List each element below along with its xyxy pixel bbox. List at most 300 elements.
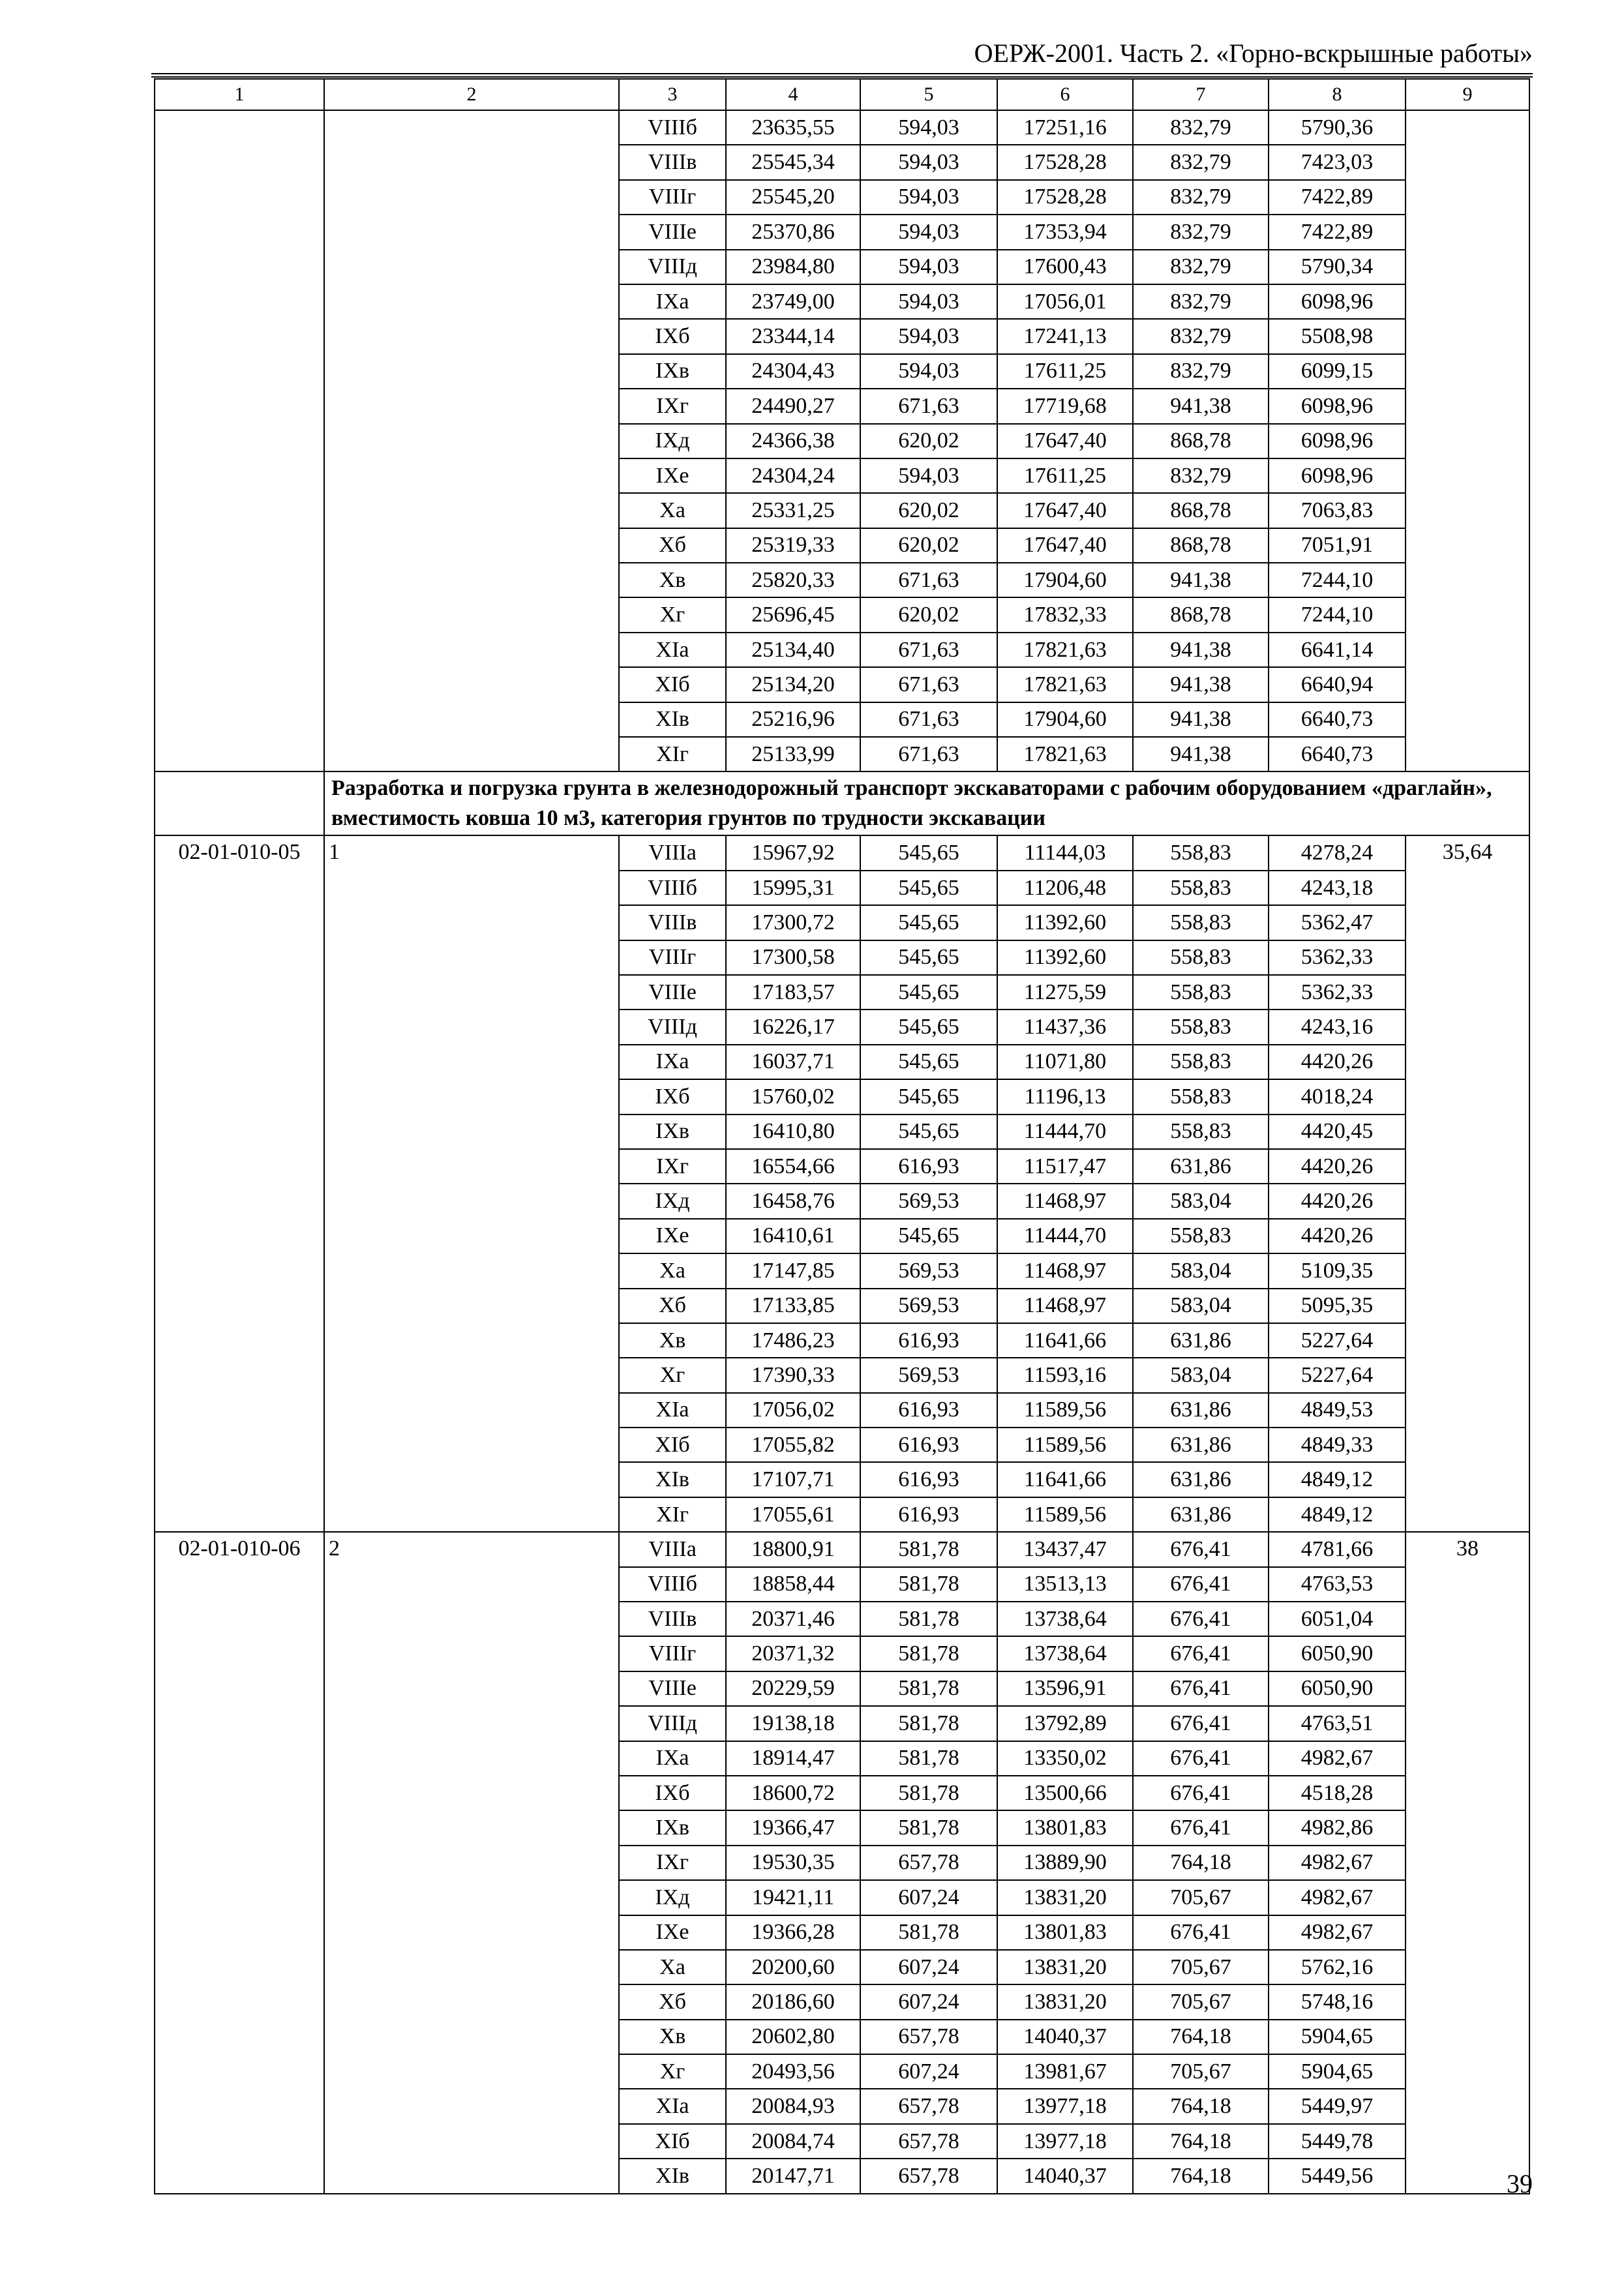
section-spacer bbox=[155, 771, 324, 835]
machine-cost-cell: 11392,60 bbox=[997, 905, 1133, 940]
labor-cost-cell: 594,03 bbox=[860, 250, 997, 284]
total-cost-cell: 20084,93 bbox=[726, 2089, 860, 2123]
labor-cost-cell: 545,65 bbox=[860, 940, 997, 975]
operator-wage-cell: 941,38 bbox=[1133, 667, 1269, 702]
labor-cost-cell: 581,78 bbox=[860, 1602, 997, 1636]
machine-cost-cell: 11144,03 bbox=[997, 835, 1133, 870]
materials-cost-cell: 4849,33 bbox=[1269, 1428, 1406, 1462]
labor-cost-cell: 581,78 bbox=[860, 1915, 997, 1950]
operator-wage-cell: 705,67 bbox=[1133, 1984, 1269, 2019]
operator-wage-cell: 764,18 bbox=[1133, 2020, 1269, 2054]
total-cost-cell: 24304,24 bbox=[726, 458, 860, 493]
machine-cost-cell: 13977,18 bbox=[997, 2089, 1133, 2123]
price-table bbox=[154, 78, 1530, 2194]
soil-category-cell: IXе bbox=[619, 1915, 726, 1950]
soil-category-cell: IXа bbox=[619, 284, 726, 319]
operator-wage-cell: 832,79 bbox=[1133, 354, 1269, 389]
materials-cost-cell: 6050,90 bbox=[1269, 1671, 1406, 1706]
operator-wage-cell: 583,04 bbox=[1133, 1184, 1269, 1218]
operator-wage-cell: 558,83 bbox=[1133, 871, 1269, 905]
machine-cost-cell: 13831,20 bbox=[997, 1880, 1133, 1915]
machine-cost-cell: 11641,66 bbox=[997, 1323, 1133, 1358]
labor-cost-cell: 569,53 bbox=[860, 1253, 997, 1288]
materials-cost-cell: 6051,04 bbox=[1269, 1602, 1406, 1636]
machine-cost-cell: 13981,67 bbox=[997, 2054, 1133, 2089]
materials-cost-cell: 4420,26 bbox=[1269, 1184, 1406, 1218]
labor-cost-cell: 594,03 bbox=[860, 354, 997, 389]
running-header: ОЕРЖ-2001. Часть 2. «Горно-вскрышные работы» bbox=[974, 38, 1533, 68]
machine-cost-cell: 17821,63 bbox=[997, 737, 1133, 771]
labor-cost-cell: 581,78 bbox=[860, 1567, 997, 1602]
column-number: 6 bbox=[997, 79, 1133, 110]
soil-category-cell: IXв bbox=[619, 1115, 726, 1149]
section-title: Разработка и погрузка грунта в железнодорожный транспорт экскаваторами с рабочим оборудованием «драглайн», вместимость ковша 10 м3, категория грунтов по трудности экскавации bbox=[324, 771, 1529, 835]
labor-cost-cell: 594,03 bbox=[860, 215, 997, 249]
soil-category-cell: Xб bbox=[619, 528, 726, 563]
machine-cost-cell: 11206,48 bbox=[997, 871, 1133, 905]
labor-cost-cell: 607,24 bbox=[860, 2054, 997, 2089]
materials-cost-cell: 7063,83 bbox=[1269, 493, 1406, 528]
labor-cost-cell: 581,78 bbox=[860, 1532, 997, 1566]
machine-cost-cell: 11589,56 bbox=[997, 1428, 1133, 1462]
soil-category-cell: XIб bbox=[619, 1428, 726, 1462]
machine-cost-cell: 13596,91 bbox=[997, 1671, 1133, 1706]
labor-cost-cell: 569,53 bbox=[860, 1358, 997, 1392]
machine-cost-cell: 17251,16 bbox=[997, 110, 1133, 145]
soil-category-cell: IXд bbox=[619, 1880, 726, 1915]
column-number: 1 bbox=[155, 79, 324, 110]
soil-category-cell: VIIIв bbox=[619, 1602, 726, 1636]
materials-cost-cell: 4518,28 bbox=[1269, 1776, 1406, 1810]
machine-cost-cell: 13738,64 bbox=[997, 1602, 1133, 1636]
total-cost-cell: 19366,47 bbox=[726, 1810, 860, 1845]
operator-wage-cell: 941,38 bbox=[1133, 737, 1269, 771]
operator-wage-cell: 558,83 bbox=[1133, 905, 1269, 940]
labor-cost-cell: 616,93 bbox=[860, 1149, 997, 1184]
materials-cost-cell: 7244,10 bbox=[1269, 563, 1406, 597]
labor-cost-cell: 545,65 bbox=[860, 1115, 997, 1149]
labor-cost-cell: 569,53 bbox=[860, 1289, 997, 1323]
operator-wage-cell: 558,83 bbox=[1133, 1010, 1269, 1044]
labor-cost-cell: 594,03 bbox=[860, 180, 997, 215]
soil-category-cell: VIIIг bbox=[619, 940, 726, 975]
machine-cost-cell: 11589,56 bbox=[997, 1393, 1133, 1428]
operator-wage-cell: 558,83 bbox=[1133, 835, 1269, 870]
total-cost-cell: 25134,20 bbox=[726, 667, 860, 702]
total-cost-cell: 17133,85 bbox=[726, 1289, 860, 1323]
materials-cost-cell: 5790,36 bbox=[1269, 110, 1406, 145]
soil-category-cell: IXа bbox=[619, 1741, 726, 1776]
operator-wage-cell: 631,86 bbox=[1133, 1428, 1269, 1462]
machine-cost-cell: 17821,63 bbox=[997, 667, 1133, 702]
operator-wage-cell: 676,41 bbox=[1133, 1810, 1269, 1845]
materials-cost-cell: 4420,26 bbox=[1269, 1149, 1406, 1184]
machine-cost-cell: 17241,13 bbox=[997, 319, 1133, 353]
description-cell bbox=[324, 110, 619, 771]
operator-wage-cell: 941,38 bbox=[1133, 563, 1269, 597]
column-number-row bbox=[155, 79, 1529, 110]
operator-wage-cell: 558,83 bbox=[1133, 975, 1269, 1010]
column-number: 7 bbox=[1133, 79, 1269, 110]
labor-cost-cell: 607,24 bbox=[860, 1950, 997, 1984]
table-row bbox=[155, 110, 1529, 145]
soil-category-cell: VIIIа bbox=[619, 1532, 726, 1566]
operator-wage-cell: 705,67 bbox=[1133, 1880, 1269, 1915]
soil-category-cell: IXг bbox=[619, 1149, 726, 1184]
total-cost-cell: 16554,66 bbox=[726, 1149, 860, 1184]
total-cost-cell: 17486,23 bbox=[726, 1323, 860, 1358]
operator-wage-cell: 676,41 bbox=[1133, 1671, 1269, 1706]
labor-cost-cell: 569,53 bbox=[860, 1184, 997, 1218]
total-cost-cell: 18858,44 bbox=[726, 1567, 860, 1602]
soil-category-cell: XIв bbox=[619, 2159, 726, 2193]
soil-category-cell: IXд bbox=[619, 424, 726, 458]
column-number: 4 bbox=[726, 79, 860, 110]
soil-category-cell: VIIIе bbox=[619, 215, 726, 249]
materials-cost-cell: 6641,14 bbox=[1269, 633, 1406, 667]
soil-category-cell: Xб bbox=[619, 1984, 726, 2019]
labor-cost-cell: 545,65 bbox=[860, 905, 997, 940]
materials-cost-cell: 4420,45 bbox=[1269, 1115, 1406, 1149]
total-cost-cell: 20602,80 bbox=[726, 2020, 860, 2054]
materials-cost-cell: 5904,65 bbox=[1269, 2020, 1406, 2054]
total-cost-cell: 17300,72 bbox=[726, 905, 860, 940]
total-cost-cell: 16458,76 bbox=[726, 1184, 860, 1218]
labor-cost-cell: 620,02 bbox=[860, 597, 997, 632]
machine-cost-cell: 17904,60 bbox=[997, 702, 1133, 737]
soil-category-cell: XIв bbox=[619, 702, 726, 737]
operator-wage-cell: 631,86 bbox=[1133, 1462, 1269, 1497]
soil-category-cell: VIIIв bbox=[619, 905, 726, 940]
total-cost-cell: 25134,40 bbox=[726, 633, 860, 667]
column-number: 3 bbox=[619, 79, 726, 110]
total-cost-cell: 15967,92 bbox=[726, 835, 860, 870]
machine-cost-cell: 11468,97 bbox=[997, 1253, 1133, 1288]
column-number: 9 bbox=[1406, 79, 1529, 110]
materials-cost-cell: 4849,12 bbox=[1269, 1497, 1406, 1532]
materials-cost-cell: 7422,89 bbox=[1269, 180, 1406, 215]
soil-category-cell: VIIIе bbox=[619, 975, 726, 1010]
total-cost-cell: 25820,33 bbox=[726, 563, 860, 597]
total-cost-cell: 17300,58 bbox=[726, 940, 860, 975]
total-cost-cell: 17055,61 bbox=[726, 1497, 860, 1532]
labor-cost-cell: 671,63 bbox=[860, 563, 997, 597]
machine-cost-cell: 11071,80 bbox=[997, 1045, 1133, 1079]
materials-cost-cell: 6050,90 bbox=[1269, 1636, 1406, 1671]
machine-cost-cell: 17647,40 bbox=[997, 493, 1133, 528]
operator-wage-cell: 705,67 bbox=[1133, 1950, 1269, 1984]
materials-cost-cell: 4781,66 bbox=[1269, 1532, 1406, 1566]
operator-wage-cell: 832,79 bbox=[1133, 145, 1269, 179]
machine-cost-cell: 11275,59 bbox=[997, 975, 1133, 1010]
table-row bbox=[155, 1532, 1529, 1566]
materials-cost-cell: 6098,96 bbox=[1269, 458, 1406, 493]
table-body bbox=[155, 79, 1529, 2194]
machine-cost-cell: 13801,83 bbox=[997, 1915, 1133, 1950]
materials-cost-cell: 4982,67 bbox=[1269, 1846, 1406, 1880]
soil-category-cell: IXе bbox=[619, 458, 726, 493]
materials-cost-cell: 5227,64 bbox=[1269, 1358, 1406, 1392]
soil-category-cell: IXв bbox=[619, 1810, 726, 1845]
soil-category-cell: XIг bbox=[619, 737, 726, 771]
machine-cost-cell: 14040,37 bbox=[997, 2159, 1133, 2193]
soil-category-cell: XIб bbox=[619, 667, 726, 702]
materials-cost-cell: 5095,35 bbox=[1269, 1289, 1406, 1323]
operator-wage-cell: 558,83 bbox=[1133, 1079, 1269, 1114]
soil-category-cell: Xг bbox=[619, 597, 726, 632]
operator-wage-cell: 676,41 bbox=[1133, 1741, 1269, 1776]
labor-hours-cell: 38 bbox=[1406, 1532, 1529, 2193]
soil-category-cell: XIа bbox=[619, 1393, 726, 1428]
labor-hours-cell: 35,64 bbox=[1406, 835, 1529, 1532]
operator-wage-cell: 583,04 bbox=[1133, 1358, 1269, 1392]
operator-wage-cell: 705,67 bbox=[1133, 2054, 1269, 2089]
labor-cost-cell: 657,78 bbox=[860, 2089, 997, 2123]
operator-wage-cell: 764,18 bbox=[1133, 1846, 1269, 1880]
operator-wage-cell: 764,18 bbox=[1133, 2159, 1269, 2193]
operator-wage-cell: 676,41 bbox=[1133, 1636, 1269, 1671]
total-cost-cell: 18800,91 bbox=[726, 1532, 860, 1566]
labor-cost-cell: 607,24 bbox=[860, 1880, 997, 1915]
materials-cost-cell: 4849,53 bbox=[1269, 1393, 1406, 1428]
soil-category-cell: XIб bbox=[619, 2124, 726, 2159]
total-cost-cell: 25216,96 bbox=[726, 702, 860, 737]
machine-cost-cell: 17904,60 bbox=[997, 563, 1133, 597]
table-row bbox=[155, 835, 1529, 870]
total-cost-cell: 23635,55 bbox=[726, 110, 860, 145]
soil-category-cell: XIг bbox=[619, 1497, 726, 1532]
operator-wage-cell: 676,41 bbox=[1133, 1532, 1269, 1566]
labor-cost-cell: 594,03 bbox=[860, 110, 997, 145]
labor-cost-cell: 545,65 bbox=[860, 1079, 997, 1114]
labor-cost-cell: 607,24 bbox=[860, 1984, 997, 2019]
operator-wage-cell: 764,18 bbox=[1133, 2089, 1269, 2123]
machine-cost-cell: 11641,66 bbox=[997, 1462, 1133, 1497]
total-cost-cell: 20371,32 bbox=[726, 1636, 860, 1671]
operator-wage-cell: 558,83 bbox=[1133, 940, 1269, 975]
machine-cost-cell: 14040,37 bbox=[997, 2020, 1133, 2054]
operator-wage-cell: 832,79 bbox=[1133, 458, 1269, 493]
labor-cost-cell: 616,93 bbox=[860, 1323, 997, 1358]
total-cost-cell: 19421,11 bbox=[726, 1880, 860, 1915]
labor-cost-cell: 594,03 bbox=[860, 284, 997, 319]
total-cost-cell: 20084,74 bbox=[726, 2124, 860, 2159]
materials-cost-cell: 7423,03 bbox=[1269, 145, 1406, 179]
operator-wage-cell: 832,79 bbox=[1133, 284, 1269, 319]
machine-cost-cell: 11444,70 bbox=[997, 1219, 1133, 1253]
operator-wage-cell: 558,83 bbox=[1133, 1219, 1269, 1253]
materials-cost-cell: 6640,94 bbox=[1269, 667, 1406, 702]
labor-cost-cell: 671,63 bbox=[860, 633, 997, 667]
header-rule bbox=[151, 73, 1533, 78]
machine-cost-cell: 11468,97 bbox=[997, 1289, 1133, 1323]
machine-cost-cell: 13889,90 bbox=[997, 1846, 1133, 1880]
labor-cost-cell: 594,03 bbox=[860, 145, 997, 179]
total-cost-cell: 15995,31 bbox=[726, 871, 860, 905]
materials-cost-cell: 5449,78 bbox=[1269, 2124, 1406, 2159]
labor-cost-cell: 581,78 bbox=[860, 1671, 997, 1706]
total-cost-cell: 15760,02 bbox=[726, 1079, 860, 1114]
total-cost-cell: 17055,82 bbox=[726, 1428, 860, 1462]
operator-wage-cell: 764,18 bbox=[1133, 2124, 1269, 2159]
description-cell: 2 bbox=[324, 1532, 619, 2193]
labor-cost-cell: 620,02 bbox=[860, 528, 997, 563]
operator-wage-cell: 558,83 bbox=[1133, 1045, 1269, 1079]
total-cost-cell: 25133,99 bbox=[726, 737, 860, 771]
soil-category-cell: Xв bbox=[619, 1323, 726, 1358]
total-cost-cell: 20493,56 bbox=[726, 2054, 860, 2089]
machine-cost-cell: 13738,64 bbox=[997, 1636, 1133, 1671]
soil-category-cell: Xв bbox=[619, 563, 726, 597]
machine-cost-cell: 13500,66 bbox=[997, 1776, 1133, 1810]
labor-cost-cell: 616,93 bbox=[860, 1393, 997, 1428]
materials-cost-cell: 5790,34 bbox=[1269, 250, 1406, 284]
soil-category-cell: IXб bbox=[619, 1776, 726, 1810]
materials-cost-cell: 6099,15 bbox=[1269, 354, 1406, 389]
machine-cost-cell: 13513,13 bbox=[997, 1567, 1133, 1602]
soil-category-cell: XIа bbox=[619, 2089, 726, 2123]
soil-category-cell: VIIIб bbox=[619, 1567, 726, 1602]
operator-wage-cell: 631,86 bbox=[1133, 1497, 1269, 1532]
labor-cost-cell: 671,63 bbox=[860, 667, 997, 702]
labor-cost-cell: 545,65 bbox=[860, 975, 997, 1010]
total-cost-cell: 23749,00 bbox=[726, 284, 860, 319]
materials-cost-cell: 4982,67 bbox=[1269, 1915, 1406, 1950]
labor-cost-cell: 671,63 bbox=[860, 737, 997, 771]
total-cost-cell: 16037,71 bbox=[726, 1045, 860, 1079]
machine-cost-cell: 11437,36 bbox=[997, 1010, 1133, 1044]
labor-cost-cell: 545,65 bbox=[860, 835, 997, 870]
materials-cost-cell: 7244,10 bbox=[1269, 597, 1406, 632]
materials-cost-cell: 4420,26 bbox=[1269, 1219, 1406, 1253]
materials-cost-cell: 5362,33 bbox=[1269, 975, 1406, 1010]
machine-cost-cell: 17647,40 bbox=[997, 424, 1133, 458]
materials-cost-cell: 4243,18 bbox=[1269, 871, 1406, 905]
labor-cost-cell: 581,78 bbox=[860, 1810, 997, 1845]
materials-cost-cell: 5762,16 bbox=[1269, 1950, 1406, 1984]
labor-cost-cell: 545,65 bbox=[860, 1219, 997, 1253]
operator-wage-cell: 676,41 bbox=[1133, 1776, 1269, 1810]
machine-cost-cell: 17600,43 bbox=[997, 250, 1133, 284]
operator-wage-cell: 676,41 bbox=[1133, 1706, 1269, 1741]
materials-cost-cell: 4018,24 bbox=[1269, 1079, 1406, 1114]
soil-category-cell: Xв bbox=[619, 2020, 726, 2054]
total-cost-cell: 24304,43 bbox=[726, 354, 860, 389]
total-cost-cell: 17390,33 bbox=[726, 1358, 860, 1392]
labor-cost-cell: 657,78 bbox=[860, 2159, 997, 2193]
machine-cost-cell: 11589,56 bbox=[997, 1497, 1133, 1532]
column-number: 2 bbox=[324, 79, 619, 110]
page-number: 39 bbox=[1507, 2169, 1533, 2198]
soil-category-cell: IXг bbox=[619, 1846, 726, 1880]
materials-cost-cell: 5508,98 bbox=[1269, 319, 1406, 353]
labor-hours-cell bbox=[1406, 110, 1529, 771]
total-cost-cell: 25545,34 bbox=[726, 145, 860, 179]
column-number: 5 bbox=[860, 79, 997, 110]
operator-wage-cell: 868,78 bbox=[1133, 424, 1269, 458]
operator-wage-cell: 631,86 bbox=[1133, 1149, 1269, 1184]
machine-cost-cell: 17611,25 bbox=[997, 458, 1133, 493]
machine-cost-cell: 17528,28 bbox=[997, 180, 1133, 215]
materials-cost-cell: 5227,64 bbox=[1269, 1323, 1406, 1358]
soil-category-cell: VIIIг bbox=[619, 1636, 726, 1671]
soil-category-cell: VIIIе bbox=[619, 1671, 726, 1706]
rate-code-cell: 02-01-010-06 bbox=[155, 1532, 324, 2193]
total-cost-cell: 17183,57 bbox=[726, 975, 860, 1010]
machine-cost-cell: 17353,94 bbox=[997, 215, 1133, 249]
labor-cost-cell: 594,03 bbox=[860, 458, 997, 493]
materials-cost-cell: 6640,73 bbox=[1269, 702, 1406, 737]
machine-cost-cell: 13801,83 bbox=[997, 1810, 1133, 1845]
labor-cost-cell: 581,78 bbox=[860, 1636, 997, 1671]
machine-cost-cell: 17719,68 bbox=[997, 389, 1133, 423]
rate-code-cell bbox=[155, 110, 324, 771]
operator-wage-cell: 676,41 bbox=[1133, 1602, 1269, 1636]
labor-cost-cell: 620,02 bbox=[860, 493, 997, 528]
labor-cost-cell: 581,78 bbox=[860, 1776, 997, 1810]
labor-cost-cell: 620,02 bbox=[860, 424, 997, 458]
soil-category-cell: IXд bbox=[619, 1184, 726, 1218]
total-cost-cell: 24366,38 bbox=[726, 424, 860, 458]
materials-cost-cell: 5109,35 bbox=[1269, 1253, 1406, 1288]
materials-cost-cell: 4849,12 bbox=[1269, 1462, 1406, 1497]
total-cost-cell: 18600,72 bbox=[726, 1776, 860, 1810]
description-cell: 1 bbox=[324, 835, 619, 1532]
soil-category-cell: XIа bbox=[619, 633, 726, 667]
total-cost-cell: 17147,85 bbox=[726, 1253, 860, 1288]
machine-cost-cell: 11444,70 bbox=[997, 1115, 1133, 1149]
materials-cost-cell: 5362,47 bbox=[1269, 905, 1406, 940]
materials-cost-cell: 4278,24 bbox=[1269, 835, 1406, 870]
materials-cost-cell: 7051,91 bbox=[1269, 528, 1406, 563]
materials-cost-cell: 4243,16 bbox=[1269, 1010, 1406, 1044]
labor-cost-cell: 671,63 bbox=[860, 389, 997, 423]
soil-category-cell: VIIIб bbox=[619, 871, 726, 905]
operator-wage-cell: 832,79 bbox=[1133, 180, 1269, 215]
machine-cost-cell: 17611,25 bbox=[997, 354, 1133, 389]
operator-wage-cell: 583,04 bbox=[1133, 1289, 1269, 1323]
operator-wage-cell: 868,78 bbox=[1133, 528, 1269, 563]
operator-wage-cell: 583,04 bbox=[1133, 1253, 1269, 1288]
materials-cost-cell: 5449,56 bbox=[1269, 2159, 1406, 2193]
materials-cost-cell: 4982,67 bbox=[1269, 1880, 1406, 1915]
materials-cost-cell: 5748,16 bbox=[1269, 1984, 1406, 2019]
materials-cost-cell: 5362,33 bbox=[1269, 940, 1406, 975]
labor-cost-cell: 581,78 bbox=[860, 1741, 997, 1776]
materials-cost-cell: 4763,51 bbox=[1269, 1706, 1406, 1741]
operator-wage-cell: 941,38 bbox=[1133, 702, 1269, 737]
total-cost-cell: 24490,27 bbox=[726, 389, 860, 423]
materials-cost-cell: 5449,97 bbox=[1269, 2089, 1406, 2123]
soil-category-cell: XIв bbox=[619, 1462, 726, 1497]
labor-cost-cell: 616,93 bbox=[860, 1497, 997, 1532]
soil-category-cell: Xа bbox=[619, 493, 726, 528]
materials-cost-cell: 6098,96 bbox=[1269, 424, 1406, 458]
soil-category-cell: IXб bbox=[619, 319, 726, 353]
total-cost-cell: 20200,60 bbox=[726, 1950, 860, 1984]
labor-cost-cell: 616,93 bbox=[860, 1428, 997, 1462]
operator-wage-cell: 832,79 bbox=[1133, 250, 1269, 284]
labor-cost-cell: 657,78 bbox=[860, 1846, 997, 1880]
machine-cost-cell: 13350,02 bbox=[997, 1741, 1133, 1776]
operator-wage-cell: 832,79 bbox=[1133, 319, 1269, 353]
soil-category-cell: IXв bbox=[619, 354, 726, 389]
soil-category-cell: IXе bbox=[619, 1219, 726, 1253]
operator-wage-cell: 832,79 bbox=[1133, 110, 1269, 145]
soil-category-cell: Xг bbox=[619, 2054, 726, 2089]
soil-category-cell: Xб bbox=[619, 1289, 726, 1323]
labor-cost-cell: 616,93 bbox=[860, 1462, 997, 1497]
